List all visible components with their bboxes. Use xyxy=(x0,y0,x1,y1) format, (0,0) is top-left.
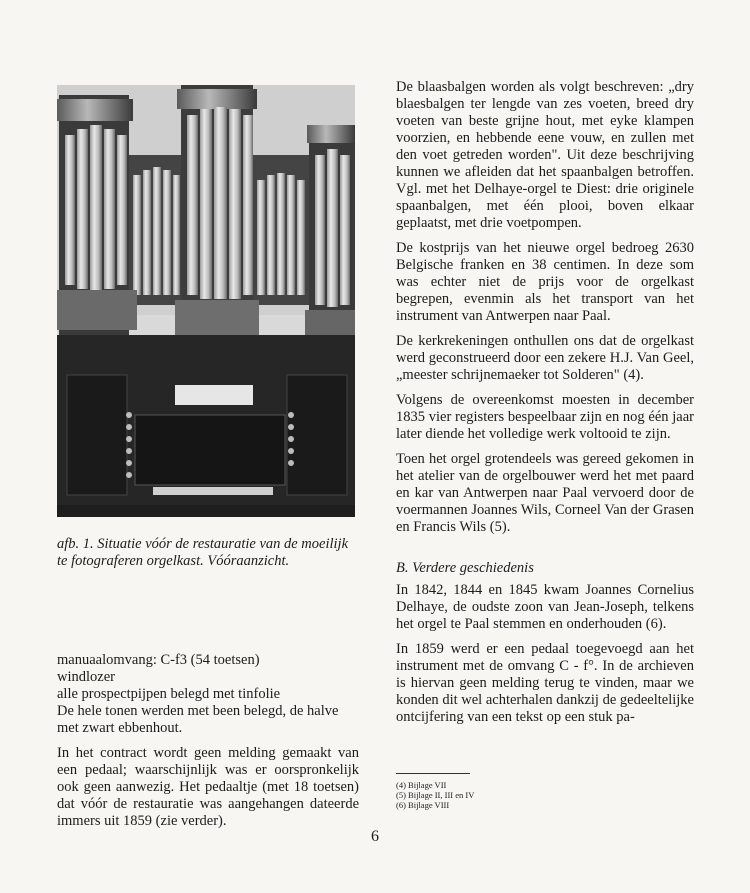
section-heading: B. Verdere geschiedenis xyxy=(396,560,534,576)
pedal-paragraph: In het contract wordt geen melding gemaakt van een pedaal; waarschijnlijk was er oorspronkelijk ook geen aanwezig. Het pedaaltje (met 18 toetsen) dat vóór de restauratie was aangehangen dateerde immers uit 1859 (zie verder). xyxy=(57,745,359,829)
footnote-4: (4) Bijlage VII xyxy=(396,780,447,790)
transport-paragraph: Toen het orgel grotendeels was gereed gekomen in het atelier van de orgelbouwer werd het met paard en kar van Antwerpen naar Paal vervoerd door de voermannen Joannes Wils, Corneel Van der Grasen en Francis Wils (5). xyxy=(396,451,694,535)
footnote-6: (6) Bijlage VIII xyxy=(396,800,450,810)
organ-photo xyxy=(57,85,355,517)
case-maker-paragraph: De kerkrekeningen onthullen ons dat de orgelkast werd geconstrueerd door een zekere H.J. Van Geel, „meester schrijnemaeker tot Solderen" (4). xyxy=(396,333,694,383)
figure-caption: afb. 1. Situatie vóór de restauratie van de moeilijk te fotograferen orgelkast. Vóóraanzicht. xyxy=(57,536,349,569)
spec-keys: De hele tonen werden met been belegd, de halve met zwart ebbenhout. xyxy=(57,703,339,736)
spec-manual-range: manuaalomvang: C-f3 (54 toetsen) xyxy=(57,652,260,668)
cost-paragraph: De kostprijs van het nieuwe orgel bedroeg 2630 Belgische franken en 38 centimen. In deze som was echter niet de prijs voor de orgelkast begrepen, evenmin als het transport van het instrument van Antwerpen naar Paal. xyxy=(396,240,694,324)
footnote-rule xyxy=(396,773,470,774)
maintenance-paragraph: In 1842, 1844 en 1845 kwam Joannes Cornelius Delhaye, de oudste zoon van Jean-Joseph, telkens het orgel te Paal stemmen en onderhouden (6). xyxy=(396,582,694,632)
page-number: 6 xyxy=(371,828,379,845)
spec-wind: windlozer xyxy=(57,669,115,685)
spec-prospect-pipes: alle prospectpijpen belegd met tinfolie xyxy=(57,686,281,702)
agreement-paragraph: Volgens de overeenkomst moesten in december 1835 vier registers bespeelbaar zijn en nog één jaar later diende het volledige werk voltooid te zijn. xyxy=(396,392,694,442)
bellows-paragraph: De blaasbalgen worden als volgt beschreven: „dry blaesbalgen ter lengde van zes voeten, breed dry voeten van beste grijne hout, met eyke klampen voorzien, en hebbende eene vouw, en zullen met den voet getreden worden". Uit deze beschrijving kunnen we afleiden dat het spaanbalgen betroffen. Vgl. met het Delhaye-orgel te Diest: drie originele spaanbalgen, met één plooi, boven elkaar geplaatst, met drie voetpompen. xyxy=(396,79,694,231)
organ-case-image xyxy=(57,85,355,517)
right-column xyxy=(396,79,694,734)
footnote-5: (5) Bijlage II, III en IV xyxy=(396,790,475,800)
footnotes xyxy=(396,780,596,810)
pedal-1859-paragraph: In 1859 werd er een pedaal toegevoegd aan het instrument met de omvang C - f°. In de archieven is hiervan geen melding terug te vinden, maar we konden dit wel achterhalen dankzij de gedeeltelijke ontcijfering van een tekst op een stuk pa- xyxy=(396,641,694,725)
left-column xyxy=(57,652,359,830)
